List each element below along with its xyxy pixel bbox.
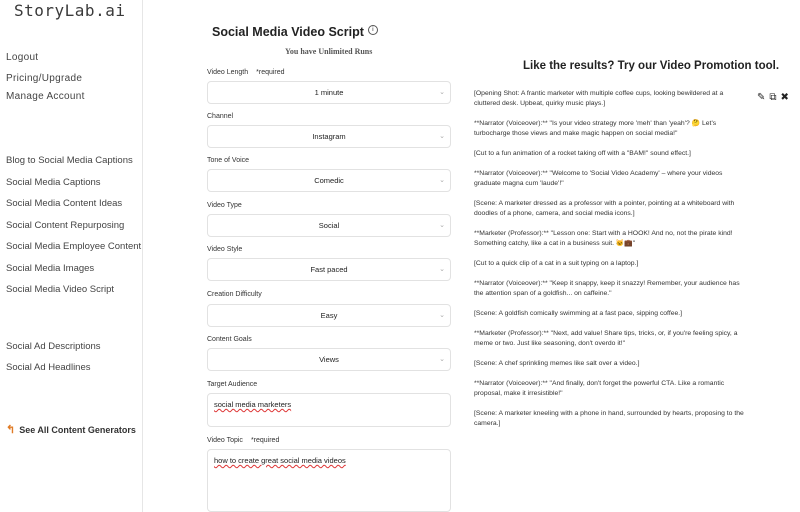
sidebar-item-blog-to-social-captions[interactable]: Blog to Social Media Captions (6, 155, 133, 166)
script-paragraph: [Scene: A marketer kneeling with a phone in hand, surrounded by hearts, proposing to the camera.] (474, 410, 744, 427)
script-paragraph: [Opening Shot: A frantic marketer with multiple coffee cups, looking bewildered at a cluttered desk. Upbeat, quirky music plays.] (474, 90, 724, 107)
sidebar-item-social-images[interactable]: Social Media Images (6, 263, 95, 274)
chevron-down-icon: ⌄ (439, 222, 445, 229)
target-audience-label: Target Audience (207, 381, 258, 388)
chevron-down-icon: ⌄ (439, 356, 445, 363)
script-paragraph: [Scene: A goldfish comically swimming at a fast pace, sipping coffee.] (474, 310, 683, 317)
pricing-upgrade-link[interactable]: Pricing/Upgrade (6, 73, 83, 84)
channel-select[interactable] (207, 125, 451, 148)
script-paragraph: [Scene: A marketer dressed as a professor with a pointer, pointing at a whiteboard with doodles of a phone, camera, and social media icons.] (474, 200, 735, 217)
content-goals-select[interactable] (207, 348, 451, 371)
video-type-label: Video Type (207, 202, 242, 209)
back-arrow-icon: ↰ (6, 424, 16, 436)
runs-status: You have Unlimited Runs (285, 47, 373, 56)
sidebar-item-social-captions[interactable]: Social Media Captions (6, 177, 101, 188)
target-audience-input[interactable] (207, 393, 451, 427)
tone-value: Comedic (314, 176, 344, 185)
script-paragraph: **Narrator (Voiceover):** "And finally, don't forget the powerful CTA. Like a romantic proposal, make it irresistible!" (474, 380, 725, 397)
script-paragraph: [Cut to a quick clip of a cat in a suit typing on a laptop.] (474, 260, 639, 267)
copy-icon[interactable]: ⧉ (769, 92, 777, 103)
required-note: *required (256, 69, 285, 76)
chevron-down-icon: ⌄ (439, 89, 445, 96)
logout-link[interactable]: Logout (6, 52, 39, 63)
page-title (212, 25, 378, 39)
video-length-label (207, 69, 285, 76)
required-note: *required (250, 437, 280, 444)
difficulty-label: Creation Difficulty (207, 291, 262, 298)
manage-account-link[interactable]: Manage Account (6, 91, 85, 102)
sidebar-item-content-ideas[interactable]: Social Media Content Ideas (6, 198, 123, 209)
sidebar-item-content-repurposing[interactable]: Social Content Repurposing (6, 220, 125, 231)
video-topic-value: how to create great social media videos (214, 456, 346, 465)
script-paragraph: [Cut to a fun animation of a rocket taking off with a "BAM!" sound effect.] (474, 150, 691, 157)
chevron-down-icon: ⌄ (439, 133, 445, 140)
video-style-label: Video Style (207, 246, 243, 253)
see-all-generators-link[interactable] (6, 423, 136, 436)
video-type-select[interactable] (207, 214, 451, 237)
script-output (474, 89, 750, 439)
script-paragraph: [Scene: A chef sprinkling memes like salt over a video.] (474, 360, 640, 367)
difficulty-select[interactable] (207, 304, 451, 327)
result-toolbar (757, 92, 789, 103)
video-style-select[interactable] (207, 258, 451, 281)
video-style-value: Fast paced (310, 265, 348, 274)
script-paragraph: **Narrator (Voiceover):** "Welcome to 'Social Video Academy' – where your videos graduate magna cum 'laude'!" (474, 170, 723, 187)
info-icon[interactable]: i (368, 25, 378, 35)
video-topic-input[interactable] (207, 449, 451, 512)
script-paragraph: **Narrator (Voiceover):** "Keep it snappy, keep it snazzy! Remember, your audience has the attention span of a goldfish... on caffeine." (474, 280, 740, 297)
channel-label: Channel (207, 113, 234, 120)
script-paragraph: **Marketer (Professor):** "Lesson one: Start with a HOOK! And no, not the pirate kind! Something catchy, like a cat in a business suit. 🐱💼" (474, 230, 733, 247)
chevron-down-icon: ⌄ (439, 266, 445, 273)
channel-value: Instagram (312, 132, 346, 141)
script-paragraph: **Marketer (Professor):** "Next, add value! Share tips, tricks, or, if you're feeling spicy, a meme or two. Just like seasoning, don't overdo it!" (474, 330, 738, 347)
promotion-heading: Like the results? Try our Video Promotion tool. (523, 60, 780, 72)
content-goals-label: Content Goals (207, 336, 252, 343)
content-goals-value: Views (319, 355, 339, 364)
difficulty-value: Easy (320, 311, 338, 320)
video-topic-label (207, 437, 279, 444)
video-type-value: Social (318, 221, 340, 230)
video-length-label-text: Video Length (207, 69, 249, 76)
app-logo: StoryLab.ai (14, 1, 126, 20)
sidebar-item-ad-headlines[interactable]: Social Ad Headlines (6, 362, 91, 373)
chevron-down-icon: ⌄ (439, 312, 445, 319)
page-title-text: Social Media Video Script (212, 25, 364, 39)
sidebar-item-ad-descriptions[interactable]: Social Ad Descriptions (6, 341, 101, 352)
close-icon[interactable]: ✖ (780, 92, 789, 103)
tone-select[interactable] (207, 169, 451, 192)
sidebar-item-employee-content[interactable]: Social Media Employee Content (6, 241, 142, 252)
tone-label: Tone of Voice (207, 157, 250, 164)
video-length-value: 1 minute (314, 88, 344, 97)
edit-icon[interactable]: ✎ (757, 92, 766, 103)
chevron-down-icon: ⌄ (439, 177, 445, 184)
video-topic-label-text: Video Topic (207, 437, 243, 444)
target-audience-value: social media marketers (214, 400, 292, 409)
video-length-select[interactable] (207, 81, 451, 104)
script-paragraph: **Narrator (Voiceover):** "Is your video strategy more 'meh' than 'yeah'? 🤔 Let's turbocharge those views and make magic happen on social media!" (474, 120, 717, 137)
sidebar-item-video-script[interactable]: Social Media Video Script (6, 284, 115, 295)
see-all-label: See All Content Generators (19, 424, 136, 435)
